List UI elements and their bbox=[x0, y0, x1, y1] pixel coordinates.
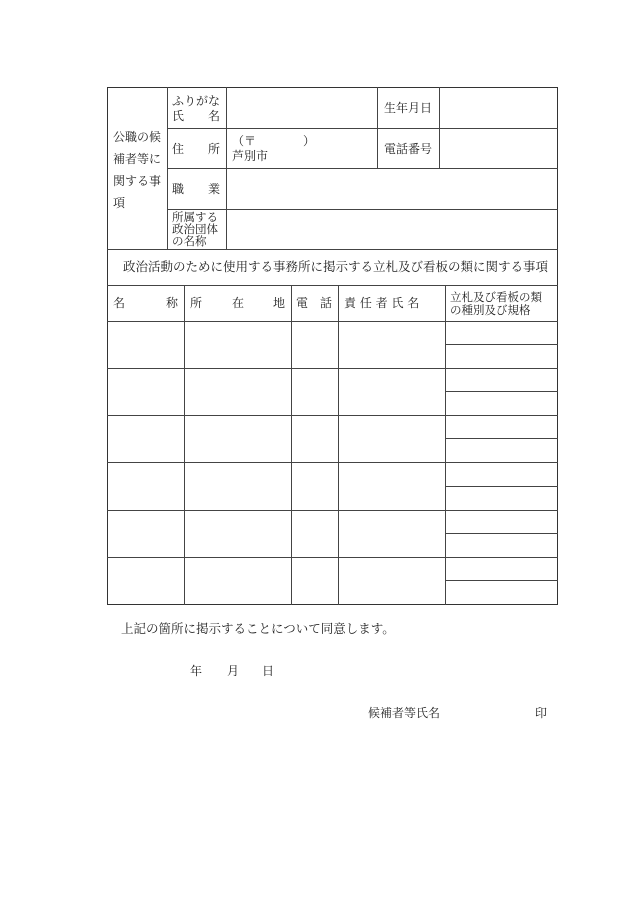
date-day-label: 日 bbox=[262, 664, 275, 678]
address-label: 住 所 bbox=[172, 142, 221, 156]
form-table-border bbox=[107, 87, 558, 605]
col-header-type-line-1: 立札及び看板の類 bbox=[450, 290, 542, 304]
candidate-group-label-line-1: 公職の候 bbox=[113, 130, 162, 144]
col-header-phone: 電 話 bbox=[296, 296, 333, 310]
col-header-location-a: 所 bbox=[190, 296, 203, 310]
grid-line bbox=[445, 533, 558, 534]
birthdate-label: 生年月日 bbox=[384, 101, 433, 115]
grid-line bbox=[445, 486, 558, 487]
name-label: 氏 名 bbox=[172, 109, 221, 123]
grid-line bbox=[107, 462, 558, 463]
candidate-group-label-line-3: 関する事 bbox=[113, 174, 162, 188]
org-label-line-2: 政治団体 bbox=[172, 222, 218, 236]
phone-label: 電話番号 bbox=[384, 142, 433, 156]
col-header-responsible: 責 任 者 氏 名 bbox=[344, 296, 420, 310]
grid-line bbox=[167, 128, 558, 129]
address-city: 芦別市 bbox=[232, 149, 269, 163]
grid-line bbox=[445, 438, 558, 439]
sign-section-title: 政治活動のために使用する事務所に掲示する立札及び看板の類に関する事項 bbox=[123, 259, 549, 274]
occupation-label: 職 業 bbox=[172, 182, 221, 196]
grid-line bbox=[107, 368, 558, 369]
grid-line bbox=[107, 510, 558, 511]
date-year-label: 年 bbox=[190, 664, 203, 678]
grid-line bbox=[107, 285, 558, 286]
furigana-label: ふりがな bbox=[172, 94, 221, 108]
candidate-group-label-line-2: 補者等に bbox=[113, 152, 162, 166]
org-label-line-3: の名称 bbox=[172, 234, 207, 248]
col-header-type-line-2: の種別及び規格 bbox=[450, 303, 531, 317]
postal-code-prefix: （〒 bbox=[232, 134, 257, 148]
col-header-location-b: 在 bbox=[232, 296, 245, 310]
grid-line bbox=[445, 344, 558, 345]
col-header-name-b: 称 bbox=[166, 296, 179, 310]
grid-line bbox=[167, 209, 558, 210]
org-label-line-1: 所属する bbox=[172, 210, 218, 224]
date-month-label: 月 bbox=[227, 664, 240, 678]
seal-mark: 印 bbox=[535, 706, 548, 720]
col-header-name-a: 名 bbox=[113, 296, 126, 310]
postal-code-suffix: ） bbox=[303, 134, 316, 148]
consent-statement: 上記の箇所に掲示することについて同意します。 bbox=[121, 621, 395, 636]
grid-line bbox=[167, 168, 558, 169]
signer-name-label: 候補者等氏名 bbox=[368, 706, 441, 720]
grid-line bbox=[107, 415, 558, 416]
grid-line bbox=[107, 557, 558, 558]
col-header-location-c: 地 bbox=[273, 296, 286, 310]
grid-line bbox=[107, 321, 558, 322]
grid-line bbox=[445, 580, 558, 581]
candidate-group-label-line-4: 項 bbox=[113, 196, 126, 210]
grid-line bbox=[445, 391, 558, 392]
grid-line bbox=[107, 249, 558, 250]
